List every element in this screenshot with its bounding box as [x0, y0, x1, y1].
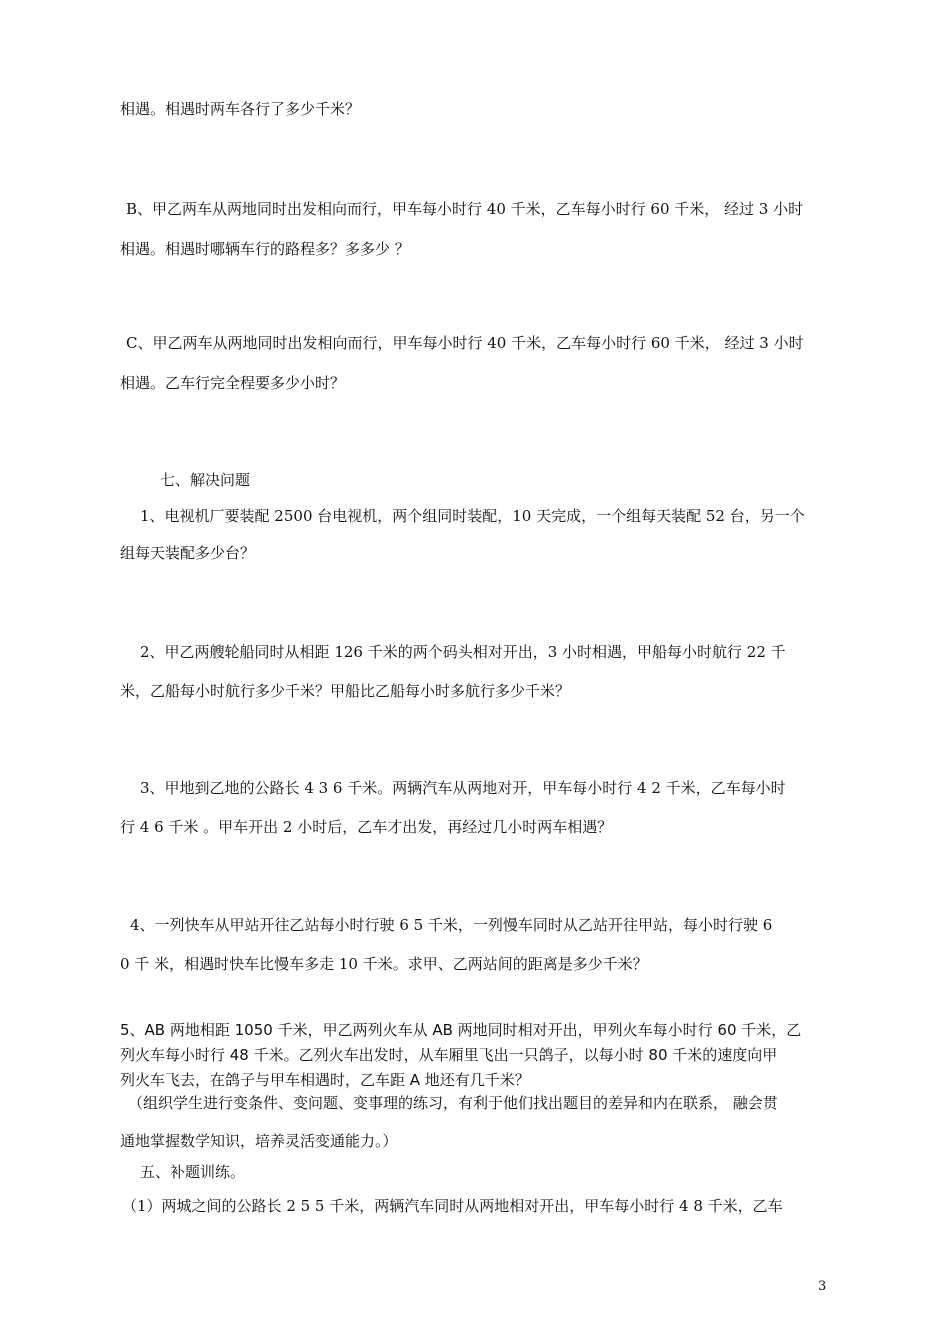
supplement-1-line-1: （1）两城之间的公路长 2 5 5 千米，两辆汽车同时从两地相对开出，甲车每小时行 4 8 千米，乙车	[122, 1197, 783, 1215]
problem-1-line-2: 组每天装配多少台？	[120, 544, 256, 562]
problem-2-line-2: 米，乙船每小时航行多少千米？甲船比乙船每小时多航行多少千米？	[120, 682, 571, 700]
teaching-note-line-1: （组织学生进行变条件、变问题、变事理的练习，有利于他们找出题目的差异和内在联系， 融会贯	[128, 1094, 778, 1112]
problem-2-line-1: 2、甲乙两艘轮船同时从相距 126 千米的两个码头相对开出，3 小时相遇，甲船每小时航行 22 千	[140, 643, 786, 661]
question-b-line-2: 相遇。相遇时哪辆车行的路程多？多多少 ？	[120, 240, 410, 258]
question-c-line-2: 相遇。乙车行完全程要多少小时？	[120, 374, 346, 392]
teaching-note-line-2: 通地掌握数学知识，培养灵活变通能力。）	[120, 1132, 398, 1150]
problem-5-line-3: 列火车飞去，在鸽子与甲车相遇时，乙车距 A 地还有几千米？	[120, 1071, 530, 1089]
question-c-line-1: C、甲乙两车从两地同时出发相向而行，甲车每小时行 40 千米，乙车每小时行 60 千米， 经过 3 小时	[126, 334, 804, 352]
problem-4-line-2: 0 千 米，相遇时快车比慢车多走 10 千米。求甲、乙两站间的距离是多少千米？	[120, 955, 648, 973]
problem-1-line-1: 1、电视机厂要装配 2500 台电视机，两个组同时装配，10 天完成，一个组每天装配 52 台，另一个	[140, 507, 805, 525]
problem-5-line-2: 列火车每小时行 48 千米。乙列火车出发时，从车厢里飞出一只鸽子，以每小时 80 千米的速度向甲	[120, 1046, 778, 1064]
problem-5-line-1: 5、AB 两地相距 1050 千米，甲乙两列火车从 AB 两地同时相对开出，甲列火车每小时行 60 千米，乙	[120, 1021, 802, 1039]
section-heading-7: 七、解决问题	[160, 471, 251, 489]
problem-3-line-2: 行 4 6 千米 。甲车开出 2 小时后，乙车才出发，再经过几小时两车相遇？	[120, 818, 613, 836]
text-line: 相遇。相遇时两车各行了多少千米？	[120, 100, 361, 118]
section-heading-5: 五、补题训练。	[140, 1163, 246, 1181]
problem-4-line-1: 4、一列快车从甲站开往乙站每小时行驶 6 5 千米，一列慢车同时从乙站开往甲站，每小时行驶 6	[130, 916, 773, 934]
question-b-line-1: B、甲乙两车从两地同时出发相向而行，甲车每小时行 40 千米，乙车每小时行 60 千米， 经过 3 小时	[126, 200, 804, 218]
page-number: 3	[818, 1279, 827, 1294]
problem-3-line-1: 3、甲地到乙地的公路长 4 3 6 千米。两辆汽车从两地对开，甲车每小时行 4 2 千米，乙车每小时	[140, 779, 786, 797]
